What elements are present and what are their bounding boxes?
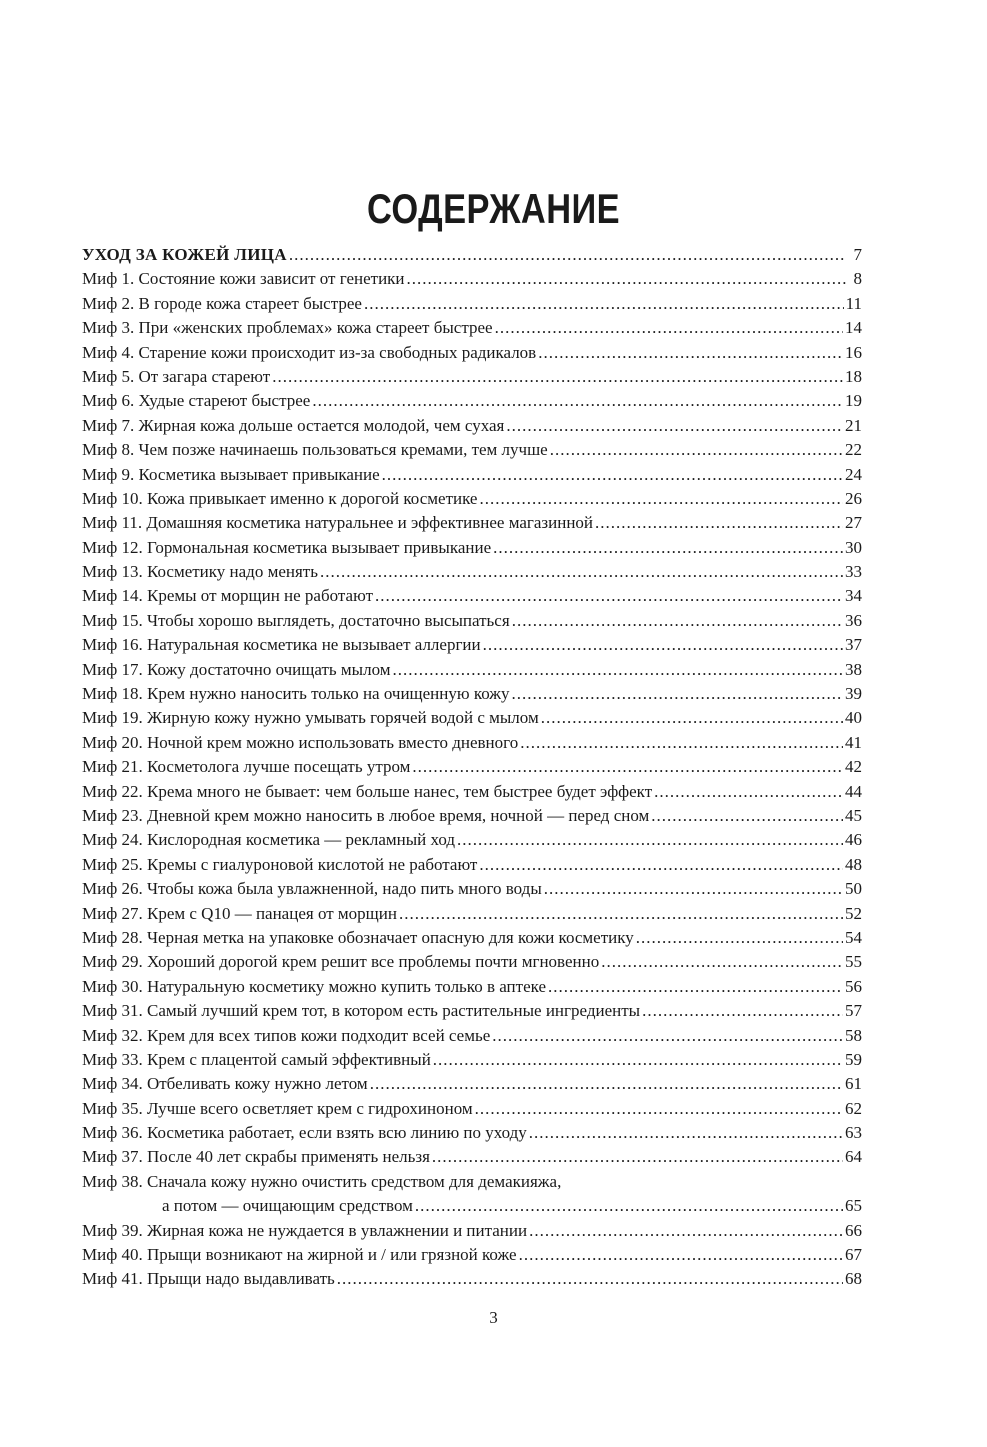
toc-entry-title: Миф 35. Лучше всего осветляет крем с гидрохиноном — [82, 1098, 473, 1118]
dot-leader — [393, 658, 844, 682]
toc-entry — [82, 487, 862, 511]
toc-entry-page: 55 — [845, 952, 862, 972]
toc-entry-page: 58 — [845, 1025, 862, 1045]
toc-entry — [82, 389, 862, 413]
dot-leader — [529, 1219, 843, 1243]
toc-entry-title: Миф 24. Кислородная косметика — рекламный ход — [82, 830, 456, 850]
toc-entry-page: 11 — [845, 293, 862, 313]
table-of-contents — [82, 243, 862, 1292]
toc-entry — [82, 365, 862, 389]
toc-entry-title: Миф 28. Черная метка на упаковке обозначает опасную для кожи косметику — [82, 927, 634, 947]
toc-entry-page: 8 — [853, 269, 862, 289]
toc-entry-page: 62 — [845, 1098, 862, 1118]
toc-entry-page: 18 — [845, 366, 862, 386]
page-title: СОДЕРЖАНИЕ — [366, 185, 621, 232]
toc-entry-title: Миф 21. Косметолога лучше посещать утром — [82, 757, 411, 777]
toc-entry-page: 36 — [845, 610, 862, 630]
toc-entry-page: 24 — [845, 464, 862, 484]
toc-entry-title: Миф 11. Домашняя косметика натуральнее и эффективнее магазинной — [82, 513, 594, 533]
dot-leader — [289, 243, 846, 267]
dot-leader — [412, 755, 843, 779]
toc-entry — [82, 584, 862, 608]
toc-entry-page: 27 — [845, 513, 862, 533]
toc-entry — [82, 877, 862, 901]
toc-entry — [82, 1194, 862, 1218]
toc-entry-title: Миф 40. Прыщи возникают на жирной и / или грязной коже — [82, 1245, 517, 1265]
toc-entry-title: Миф 41. Прыщи надо выдавливать — [82, 1269, 335, 1289]
dot-leader — [651, 804, 843, 828]
toc-entry — [82, 316, 862, 340]
toc-entry-title: Миф 39. Жирная кожа не нуждается в увлажнении и питании — [82, 1220, 528, 1240]
toc-entry-page: 64 — [845, 1147, 862, 1167]
dot-leader — [399, 902, 843, 926]
toc-entry-page: 22 — [845, 440, 862, 460]
toc-entry-title: Миф 27. Крем с Q10 — панацея от морщин — [82, 903, 397, 923]
dot-leader — [375, 584, 843, 608]
dot-leader — [595, 511, 843, 535]
dot-leader — [475, 1097, 843, 1121]
dot-leader — [544, 877, 843, 901]
toc-entry-title: Миф 15. Чтобы хорошо выглядеть, достаточно высыпаться — [82, 610, 510, 630]
toc-entry-page: 46 — [845, 830, 862, 850]
dot-leader — [493, 536, 843, 560]
dot-leader — [415, 1194, 843, 1218]
toc-entry-title: Миф 2. В городе кожа стареет быстрее — [82, 293, 362, 313]
page-number: 3 — [489, 1308, 498, 1327]
toc-entry — [82, 536, 862, 560]
toc-entry-page: 44 — [845, 781, 862, 801]
toc-entry — [82, 1024, 862, 1048]
toc-entry — [82, 975, 862, 999]
toc-entry — [82, 292, 862, 316]
toc-entry-page: 65 — [845, 1196, 862, 1216]
toc-entry-title: Миф 10. Кожа привыкает именно к дорогой косметике — [82, 488, 478, 508]
toc-entry-page: 16 — [845, 342, 862, 362]
toc-entry — [82, 438, 862, 462]
toc-entry — [82, 633, 862, 657]
toc-entry-page: 26 — [845, 488, 862, 508]
toc-entry-title: УХОД ЗА КОЖЕЙ ЛИЦА — [82, 245, 287, 264]
toc-entry-page: 40 — [845, 708, 862, 728]
toc-entry-title: Миф 18. Крем нужно наносить только на очищенную кожу — [82, 684, 510, 704]
dot-leader — [541, 706, 843, 730]
toc-entry-title: Миф 31. Самый лучший крем тот, в котором есть растительные ингредиенты — [82, 1001, 641, 1021]
toc-entry — [82, 341, 862, 365]
dot-leader — [512, 609, 843, 633]
toc-entry — [82, 1170, 862, 1194]
toc-entry-title: Миф 5. От загара стареют — [82, 366, 271, 386]
toc-entry — [82, 828, 862, 852]
toc-entry-title: Миф 1. Состояние кожи зависит от генетики — [82, 269, 405, 289]
toc-entry — [82, 1097, 862, 1121]
toc-entry-page: 52 — [845, 903, 862, 923]
dot-leader — [272, 365, 843, 389]
dot-leader — [407, 267, 846, 291]
toc-entry — [82, 609, 862, 633]
toc-entry-page: 14 — [845, 318, 862, 338]
dot-leader — [520, 731, 843, 755]
toc-entry-title: Миф 25. Кремы с гиалуроновой кислотой не работают — [82, 854, 478, 874]
dot-leader — [364, 292, 844, 316]
toc-entry-page: 50 — [845, 879, 862, 899]
toc-entry-page: 68 — [845, 1269, 862, 1289]
dot-leader — [550, 438, 843, 462]
toc-entry-title: Миф 4. Старение кожи происходит из-за свободных радикалов — [82, 342, 537, 362]
toc-entry-title: Миф 38. Сначала кожу нужно очистить средством для демакияжа, — [82, 1171, 562, 1191]
toc-entry — [82, 463, 862, 487]
toc-entry-title: Миф 22. Крема много не бывает: чем больше нанес, тем быстрее будет эффект — [82, 781, 653, 801]
toc-entry-title: Миф 29. Хороший дорогой крем решит все проблемы почти мгновенно — [82, 952, 600, 972]
toc-entry-title: Миф 9. Косметика вызывает привыкание — [82, 464, 380, 484]
dot-leader — [529, 1121, 843, 1145]
toc-entry-title: Миф 19. Жирную кожу нужно умывать горячей водой с мылом — [82, 708, 539, 728]
toc-entry — [82, 706, 862, 730]
toc-entry-title: Миф 34. Отбеливать кожу нужно летом — [82, 1074, 368, 1094]
toc-entry — [82, 1145, 862, 1169]
dot-leader — [433, 1048, 843, 1072]
toc-entry-title: Миф 26. Чтобы кожа была увлажненной, надо пить много воды — [82, 879, 542, 899]
toc-entry-title: Миф 6. Худые стареют быстрее — [82, 391, 311, 411]
dot-leader — [457, 828, 843, 852]
toc-entry-page: 63 — [845, 1123, 862, 1143]
dot-leader — [492, 1024, 843, 1048]
toc-entry-page: 59 — [845, 1049, 862, 1069]
toc-entry — [82, 560, 862, 584]
toc-entry-page: 33 — [845, 562, 862, 582]
toc-entry — [82, 755, 862, 779]
toc-entry — [82, 731, 862, 755]
toc-entry-page: 57 — [845, 1001, 862, 1021]
toc-entry-title: Миф 32. Крем для всех типов кожи подходит всей семье — [82, 1025, 491, 1045]
dot-leader — [479, 853, 843, 877]
toc-entry-page: 56 — [845, 976, 862, 996]
toc-entry — [82, 999, 862, 1023]
toc-entry — [82, 414, 862, 438]
toc-entry — [82, 780, 862, 804]
toc-entry-page: 34 — [845, 586, 862, 606]
dot-leader — [320, 560, 843, 584]
toc-entry-title: Миф 33. Крем с плацентой самый эффективный — [82, 1049, 431, 1069]
toc-entry-page: 21 — [845, 415, 862, 435]
toc-entry-page: 67 — [845, 1245, 862, 1265]
toc-entry-page: 38 — [845, 659, 862, 679]
toc-entry — [82, 1072, 862, 1096]
dot-leader — [432, 1145, 843, 1169]
toc-entry-title: Миф 20. Ночной крем можно использовать вместо дневного — [82, 732, 519, 752]
toc-entry-page: 7 — [853, 245, 862, 264]
toc-entry-title: Миф 17. Кожу достаточно очищать мылом — [82, 659, 391, 679]
dot-leader — [538, 341, 843, 365]
toc-entry — [82, 1219, 862, 1243]
dot-leader — [479, 487, 843, 511]
dot-leader — [483, 633, 843, 657]
toc-entry-title: Миф 30. Натуральную косметику можно купить только в аптеке — [82, 976, 546, 996]
toc-entry — [82, 511, 862, 535]
toc-entry-title: Миф 14. Кремы от морщин не работают — [82, 586, 373, 606]
toc-entry-page: 19 — [845, 391, 862, 411]
dot-leader — [548, 975, 843, 999]
toc-entry-title: Миф 12. Гормональная косметика вызывает привыкание — [82, 537, 492, 557]
dot-leader — [312, 389, 843, 413]
dot-leader — [495, 316, 843, 340]
toc-entry — [82, 1267, 862, 1291]
toc-section-heading — [82, 243, 862, 267]
toc-entry — [82, 950, 862, 974]
toc-entry — [82, 1243, 862, 1267]
toc-entry — [82, 682, 862, 706]
toc-entry-page: 37 — [845, 635, 862, 655]
toc-entry-page: 45 — [845, 805, 862, 825]
dot-leader — [506, 414, 843, 438]
toc-entry — [82, 658, 862, 682]
dot-leader — [337, 1267, 843, 1291]
dot-leader — [519, 1243, 843, 1267]
toc-entry-title: Миф 16. Натуральная косметика не вызывает аллергии — [82, 635, 481, 655]
toc-entry-page: 48 — [845, 854, 862, 874]
dot-leader — [654, 780, 843, 804]
dot-leader — [601, 950, 843, 974]
toc-entry-title: Миф 8. Чем позже начинаешь пользоваться кремами, тем лучше — [82, 440, 548, 460]
toc-entry-title: Миф 23. Дневной крем можно наносить в любое время, ночной — перед сном — [82, 805, 650, 825]
toc-entry-title: Миф 13. Косметику надо менять — [82, 562, 318, 582]
dot-leader — [636, 926, 843, 950]
dot-leader — [512, 682, 843, 706]
toc-entry — [82, 902, 862, 926]
dot-leader — [370, 1072, 843, 1096]
toc-entry — [82, 267, 862, 291]
toc-entry-page: 41 — [845, 732, 862, 752]
dot-leader — [642, 999, 843, 1023]
toc-entry-page: 39 — [845, 684, 862, 704]
dot-leader — [382, 463, 843, 487]
toc-entry-title: Миф 3. При «женских проблемах» кожа стареет быстрее — [82, 318, 493, 338]
toc-entry — [82, 853, 862, 877]
toc-entry — [82, 1121, 862, 1145]
toc-entry-title: Миф 7. Жирная кожа дольше остается молодой, чем сухая — [82, 415, 505, 435]
toc-entry-page: 42 — [845, 757, 862, 777]
toc-entry-page: 66 — [845, 1220, 862, 1240]
toc-entry — [82, 926, 862, 950]
toc-entry-page: 54 — [845, 927, 862, 947]
toc-entry — [82, 804, 862, 828]
toc-entry-page: 30 — [845, 537, 862, 557]
toc-entry — [82, 1048, 862, 1072]
toc-entry-title: Миф 37. После 40 лет скрабы применять нельзя — [82, 1147, 430, 1167]
toc-entry-page: 61 — [845, 1074, 862, 1094]
toc-entry-title: а потом — очищающим средством — [162, 1196, 413, 1216]
toc-entry-title: Миф 36. Косметика работает, если взять всю линию по уходу — [82, 1123, 527, 1143]
